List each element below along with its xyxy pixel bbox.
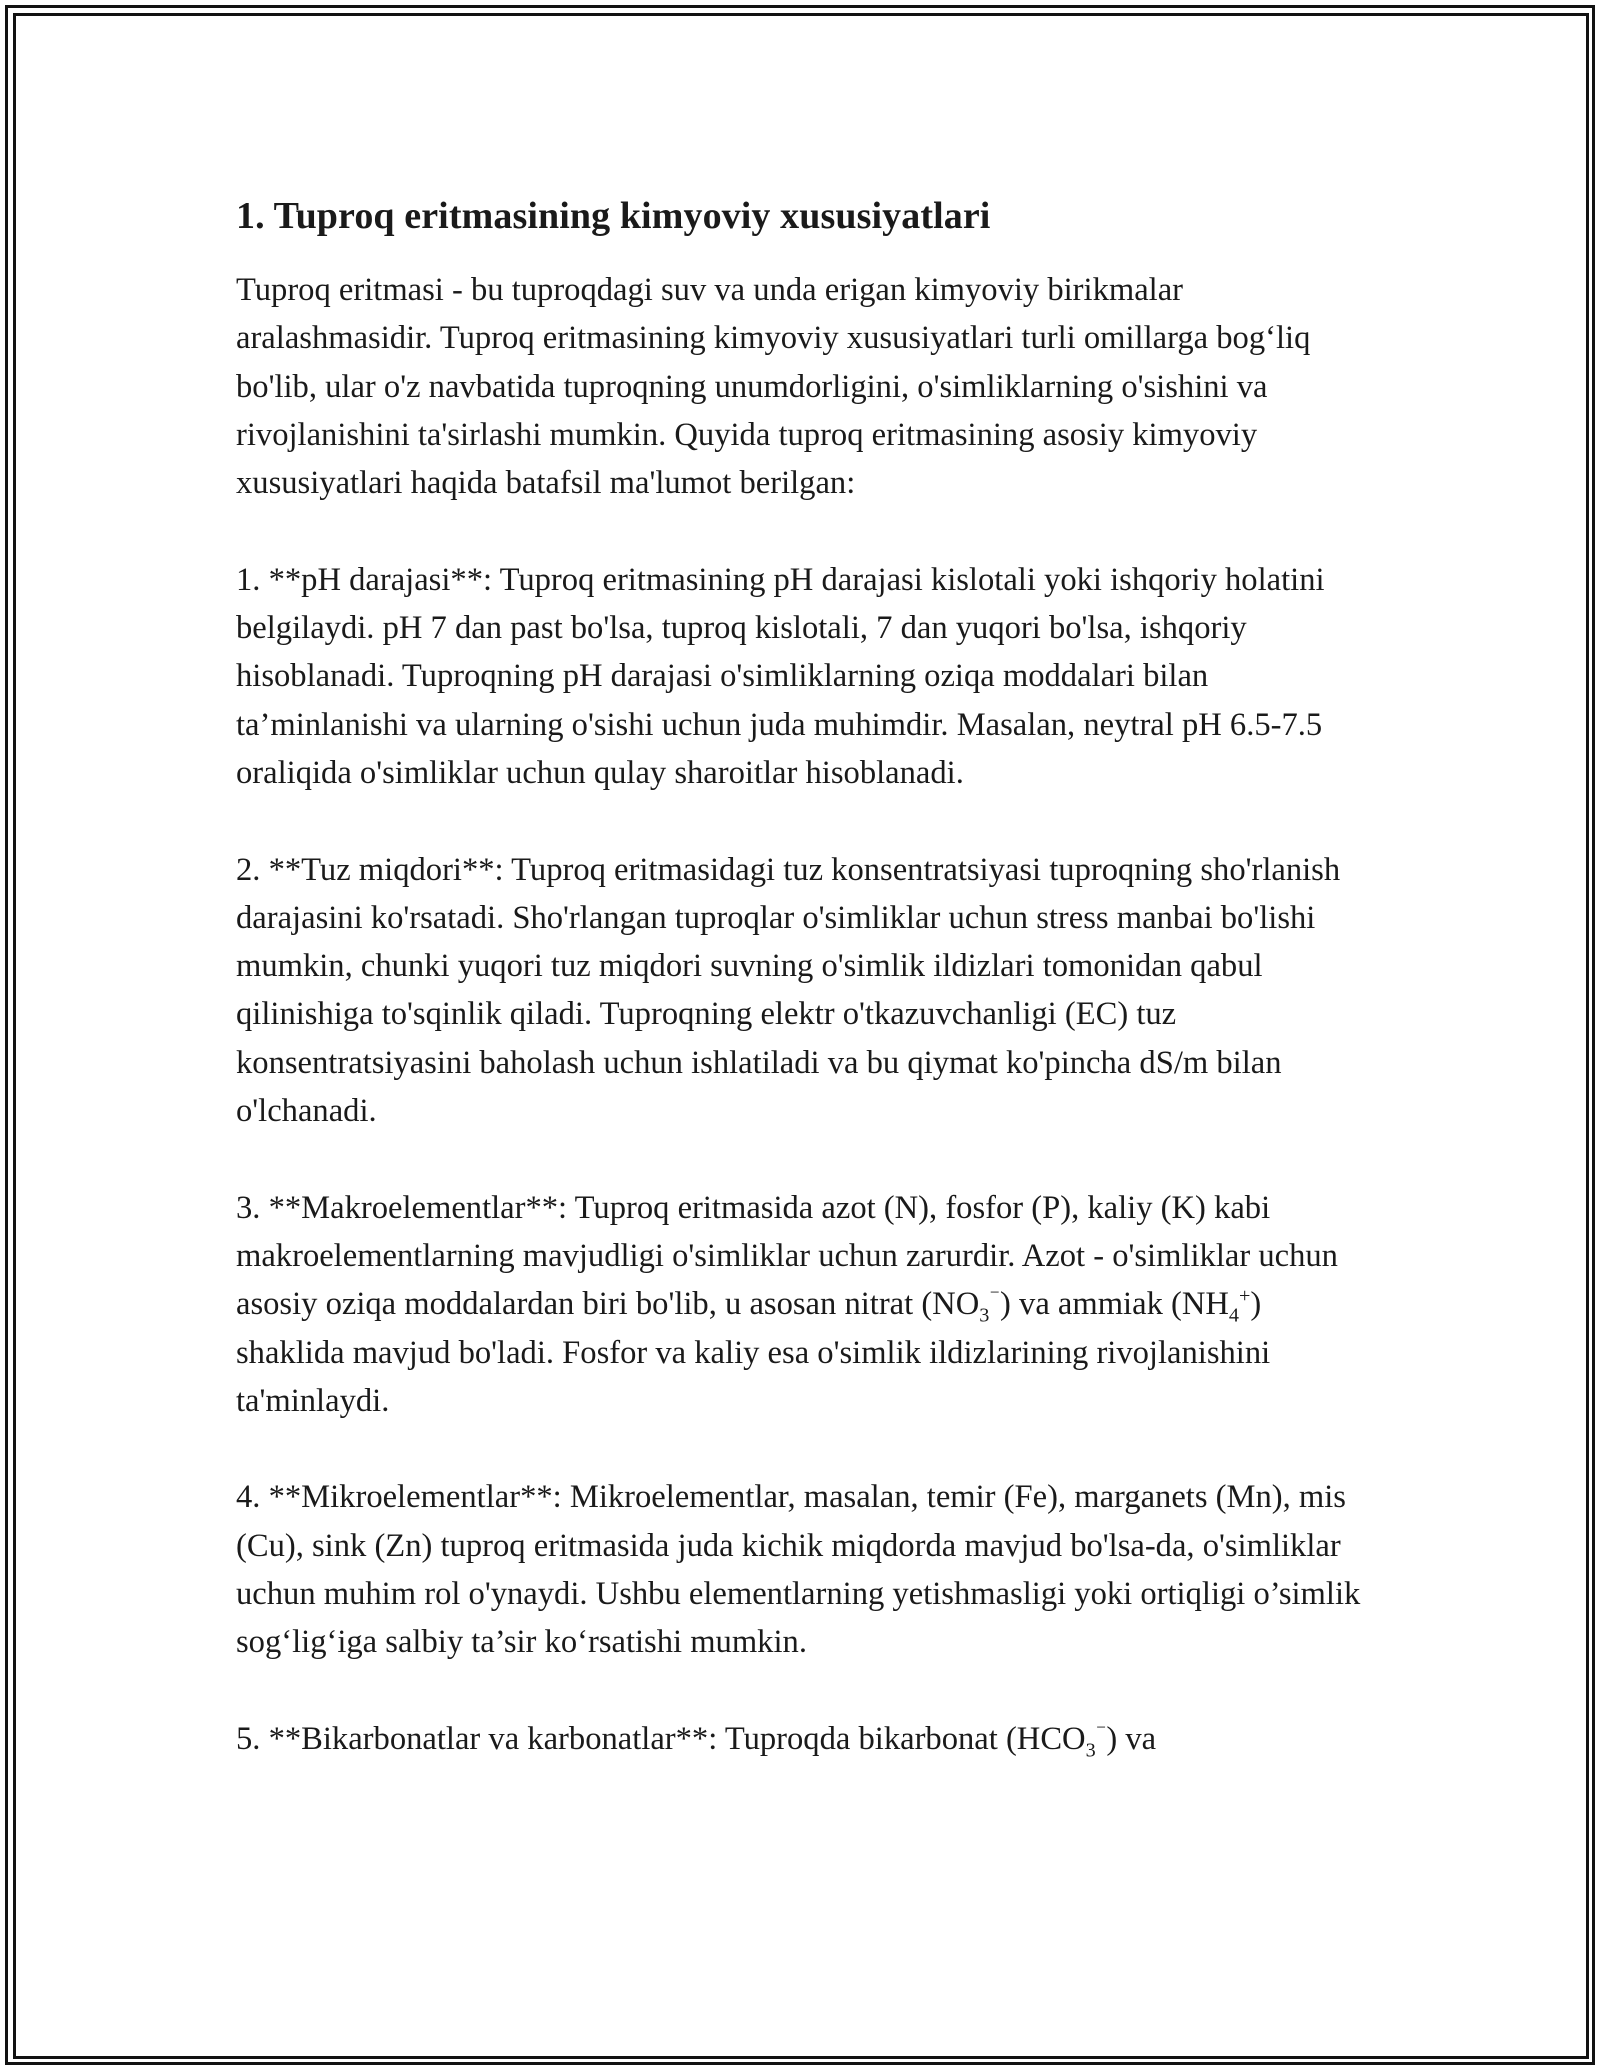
list-item-ph: 1. **pH darajasi**: Tuproq eritmasining pH darajasi kislotali yoki ishqoriy holatini belgilaydi. pH 7 dan past bo'lsa, tuproq kislotali, 7 dan yuqori bo'lsa, ishqoriy hisoblanadi. Tuproqning pH darajasi o'simliklarning oziqa moddalari bilan ta’minlanishi va ularning o'sishi uchun juda muhimdir. Masalan, neytral pH 6.5-7.5 oraliqida o'simliklar uchun qulay sharoitlar hisoblanadi. bbox=[236, 561, 1325, 791]
nitrate-subscript: 3 bbox=[979, 1304, 990, 1327]
bicarbonate-subscript: 3 bbox=[1085, 1739, 1096, 1762]
list-item-bicarbonates bbox=[236, 1715, 1376, 1763]
macro-text-3: ) shaklida mavjud bo'ladi. Fosfor va kaliy esa o'simlik ildizlarining rivojlanishini ta'minlaydi. bbox=[236, 1286, 1271, 1419]
document-page bbox=[236, 186, 1376, 1812]
ammonium-superscript: + bbox=[1239, 1285, 1251, 1308]
ammonium-subscript: 4 bbox=[1228, 1304, 1240, 1327]
macro-text-2: ) va ammiak (NH bbox=[1000, 1286, 1229, 1323]
list-item-macroelements bbox=[236, 1184, 1376, 1425]
document-title: 1. Tuproq eritmasining kimyoviy xususiyatlari bbox=[236, 195, 991, 237]
bicarbonate-superscript: ⁻ bbox=[1095, 1720, 1107, 1743]
list-item-salt: 2. **Tuz miqdori**: Tuproq eritmasidagi tuz konsentratsiyasi tuproqning sho'rlanish darajasini ko'rsatadi. Sho'rlangan tuproqlar o'simliklar uchun stress manbai bo'lishi mumkin, chunki yuqori tuz miqdori suvning o'simlik ildizlari tomonidan qabul qilinishiga to'sqinlik qiladi. Tuproqning elektr o'tkazuvchanligi (EC) tuz konsentratsiyasini baholash uchun ishlatiladi va bu qiymat ko'pincha dS/m bilan o'lchanadi. bbox=[236, 851, 1341, 1130]
bicarbonate-text-2: ) va bbox=[1106, 1720, 1157, 1757]
intro-paragraph: Tuproq eritmasi - bu tuproqdagi suv va unda erigan kimyoviy birikmalar aralashmasidir. Tuproq eritmasining kimyoviy xususiyatlari turli omillarga bog‘liq bo'lib, ular o'z navbatida tuproqning unumdorligini, o'simliklarning o'sishini va rivojlanishini ta'sirlashi mumkin. Quyida tuproq eritmasining asosiy kimyoviy xususiyatlari haqida batafsil ma'lumot berilgan: bbox=[236, 272, 1311, 502]
bicarbonate-text-1: 5. **Bikarbonatlar va karbonatlar**: Tuproqda bikarbonat (HCO bbox=[236, 1720, 1086, 1757]
nitrate-superscript: ⁻ bbox=[989, 1285, 1001, 1308]
list-item-microelements: 4. **Mikroelementlar**: Mikroelementlar, masalan, temir (Fe), marganets (Mn), mis (Cu), sink (Zn) tuproq eritmasida juda kichik miqdorda mavjud bo'lsa-da, o'simliklar uchun muhim rol o'ynaydi. Ushbu elementlarning yetishmasligi yoki ortiqligi o’simlik sog‘lig‘iga salbiy ta’sir ko‘rsatishi mumkin. bbox=[236, 1479, 1361, 1661]
macro-text-1: 3. **Makroelementlar**: Tuproq eritmasida azot (N), fosfor (P), kaliy (K) kabi makroelementlarning mavjudligi o'simliklar uchun zarurdir. Azot - o'simliklar uchun asosiy oziqa moddalardan biri bo'lib, u asosan nitrat (NO bbox=[236, 1189, 1338, 1323]
